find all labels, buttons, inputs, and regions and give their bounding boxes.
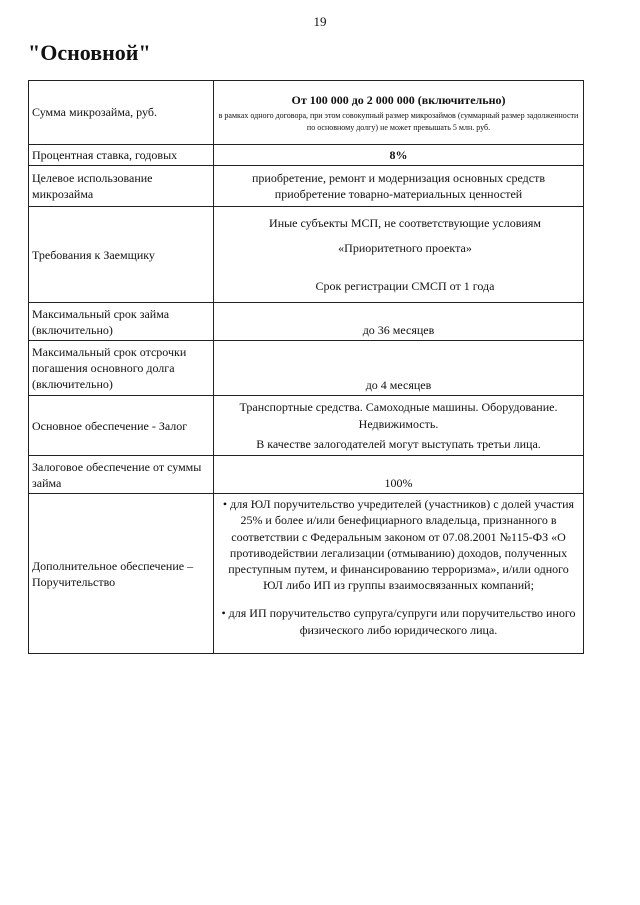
row-label: Залоговое обеспечение от суммы займа [29,456,214,494]
requirement-line: «Приоритетного проекта» [338,240,472,255]
guarantee-bullet: • для ЮЛ поручительство учредителей (участников) с долей участия 25% и более и/или бенефициарного владельца, признанного в соответствии с Федеральным законом от 07.08.2001 №115-ФЗ «О противодействии легализации (отмыванию) доходов, полученных преступным путем, и финансированию терроризма», и/или одного ЮЛ либо ИП из группы взаимосвязанных компаний; [222,497,575,593]
page-number: 19 [313,14,327,29]
table-row [29,81,584,145]
loan-amount-range: От 100 000 до 2 000 000 (включительно) [291,92,506,107]
collateral-line: В качестве залогодателей могут выступать третьи лица. [256,436,541,451]
row-value [214,81,584,145]
row-label: Процентная ставка, годовых [29,145,214,166]
row-label: Максимальный срок займа (включительно) [29,303,214,341]
table-row [29,166,584,207]
deferral-value: до 4 месяцев [214,341,584,396]
requirement-line: Срок регистрации СМСП от 1 года [315,278,495,293]
table-row [29,396,584,456]
row-label: Максимальный срок отсрочки погашения основного долга (включительно) [29,341,214,396]
table-row [29,456,584,494]
collateral-line: Транспортные средства. Самоходные машины. Оборудование. Недвижимость. [239,400,558,431]
row-value [214,494,584,654]
row-label: Сумма микрозайма, руб. [29,81,214,145]
collateral-percent-value: 100% [214,456,584,494]
purpose-line: приобретение, ремонт и модернизация основных средств [251,171,545,185]
table-row [29,494,584,654]
terms-table [28,80,584,654]
row-value [214,166,584,207]
max-term-value: до 36 месяцев [214,303,584,341]
row-label: Требования к Заемщику [29,207,214,303]
row-label: Основное обеспечение - Залог [29,396,214,456]
interest-rate-value: 8% [214,145,584,166]
table-row [29,303,584,341]
table-row [29,341,584,396]
row-label: Целевое использование микрозайма [29,166,214,207]
requirement-line: Иные субъекты МСП, не соответствующие условиям [269,216,541,231]
guarantee-bullet: • для ИП поручительство супруга/супруги или поручительство иного физического либо юридического лица. [221,606,576,637]
table-row [29,207,584,303]
row-value [214,396,584,456]
purpose-line: приобретение товарно-материальных ценностей [274,187,523,202]
row-value [214,207,584,303]
loan-amount-note: в рамках одного договора, при этом совокупный размер микрозаймов (суммарный размер задолженности по основному долгу) не может превышать 5 млн. руб. [218,111,579,132]
page-title: "Основной" [28,40,151,65]
table-row [29,145,584,166]
row-label: Дополнительное обеспечение – Поручительство [29,494,214,654]
